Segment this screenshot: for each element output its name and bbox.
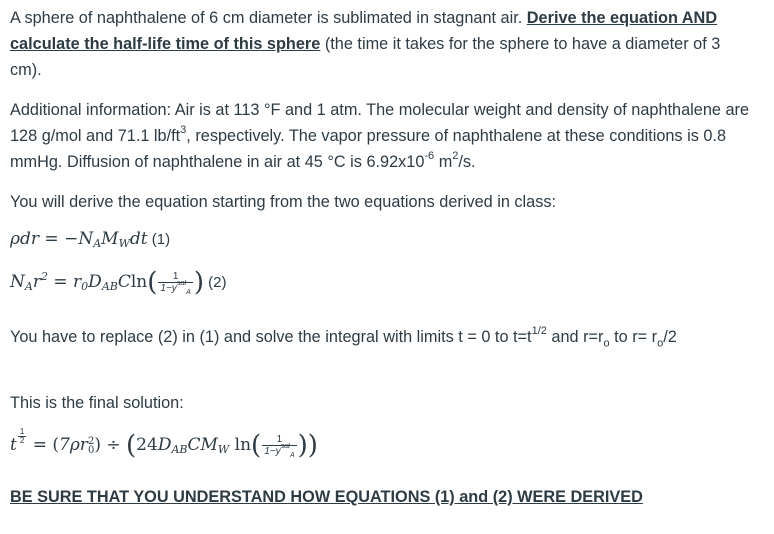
eq1-dt: dt	[129, 229, 148, 249]
additional-text-3: m	[434, 153, 453, 171]
eq2-close-paren: )	[193, 267, 204, 298]
final-t-num: 1	[19, 427, 25, 436]
eq2-r0: r	[73, 272, 82, 292]
eq2-ln: ln	[130, 272, 148, 292]
final-den-sup: sat	[280, 442, 290, 450]
final-denominator	[262, 442, 296, 460]
eq1-mw-sub: W	[118, 237, 130, 250]
final-equals: =	[27, 435, 53, 455]
eq2-equals: =	[47, 272, 74, 292]
final-r-sub: 0	[87, 444, 95, 456]
r-sub-1: o	[603, 337, 610, 350]
eq1-lhs: ρdr	[10, 229, 40, 249]
eq2-den-sub: A	[186, 289, 191, 297]
eq2-flux: N	[10, 272, 25, 292]
eq2-den-sup: sat	[176, 279, 187, 287]
final-den-text: 1−y	[264, 446, 281, 458]
final-numerator: 1	[262, 434, 296, 446]
replace-text-4: /2	[663, 328, 677, 346]
r-sub-2: o	[657, 337, 664, 350]
final-diffusivity: D	[157, 435, 172, 455]
eq2-flux-sub: A	[24, 280, 33, 293]
task-highlight: Derive the equation AND calculate the half-life time of this sphere	[10, 9, 718, 53]
footer-note	[10, 484, 750, 510]
eq1-tag: (1)	[147, 231, 171, 248]
problem-statement	[10, 5, 750, 83]
eq2-r0-sub: 0	[81, 280, 89, 293]
eq2-den-text: 1−y	[160, 283, 177, 295]
eq2-numerator: 1	[158, 271, 192, 283]
final-fraction	[262, 434, 296, 460]
eq1-flux: N	[78, 229, 94, 249]
final-concentration: C	[187, 435, 201, 455]
eq1-flux-sub: A	[93, 237, 102, 250]
eq2-diffusivity: D	[88, 272, 102, 292]
eq2-open-paren: (	[147, 267, 158, 298]
eq2-concentration: C	[117, 272, 131, 292]
final-den-sub: A	[289, 452, 295, 460]
problem-intro-end: (the time it takes for the sphere to have a diameter of 3 cm).	[10, 35, 721, 79]
equation-2	[10, 267, 227, 298]
final-mw: M	[200, 435, 218, 455]
final-t-exponent	[18, 428, 26, 445]
final-r-sup: 2	[87, 435, 95, 447]
additional-information	[10, 97, 750, 175]
final-t: t	[10, 435, 17, 455]
final-equation	[10, 427, 318, 461]
eq2-fraction	[158, 271, 192, 297]
final-inner-close: )	[297, 430, 308, 461]
final-open-paren: (	[126, 430, 137, 461]
final-inner-open: (	[251, 430, 262, 461]
final-mw-sub: W	[217, 443, 230, 456]
final-label: This is the final solution:	[10, 394, 184, 412]
derive-instruction: You will derive the equation starting from the two equations derived in class:	[10, 193, 557, 211]
eq2-tag: (2)	[203, 274, 227, 291]
replace-text-2: and r=r	[546, 328, 604, 346]
final-divide: ÷	[100, 435, 127, 455]
eq2-diffusivity-sub: AB	[101, 280, 118, 293]
eq2-r-sup: 2	[40, 270, 48, 283]
equation-1	[10, 229, 170, 250]
final-t-den: 2	[19, 436, 25, 445]
additional-text-2: , respectively. The vapor pressure of naphthalene at these conditions is 0.8 mmHg. Diffusion of naphthalene in air at 45 °C is 6.92x10	[10, 127, 727, 171]
area-exponent: 2	[452, 149, 459, 162]
additional-text-4: /s.	[458, 153, 476, 171]
final-lhs-open: (	[52, 435, 59, 455]
eq2-denominator	[158, 279, 192, 297]
final-ln: ln	[229, 435, 252, 455]
eq1-mw: M	[101, 229, 119, 249]
final-diffusivity-sub: AB	[171, 443, 188, 456]
final-lhs-close: )	[94, 435, 101, 455]
diffusion-exponent: -6	[424, 149, 435, 162]
problem-intro: A sphere of naphthalene of 6 cm diameter is sublimated in stagnant air.	[10, 9, 527, 27]
footer-text: BE SURE THAT YOU UNDERSTAND HOW EQUATIONS (1) and (2) WERE DERIVED	[10, 488, 643, 506]
eq1-equals: = −	[39, 229, 79, 249]
density-exponent: 3	[180, 123, 187, 136]
final-seven-rho-r: 7ρr	[59, 435, 88, 455]
final-coefficient: 24	[136, 435, 158, 455]
half-life-exponent: 1/2	[531, 324, 547, 337]
replace-instruction	[10, 324, 750, 350]
eq2-r: r	[32, 272, 41, 292]
final-close-paren: )	[307, 430, 318, 461]
replace-text-1: You have to replace (2) in (1) and solve the integral with limits t = 0 to t=t	[10, 328, 532, 346]
replace-text-3: to r= r	[609, 328, 658, 346]
additional-text-1: Additional information: Air is at 113 °F and 1 atm. The molecular weight and density of naphthalene are 128 g/mol and 71.1 lb/ft	[10, 101, 749, 145]
